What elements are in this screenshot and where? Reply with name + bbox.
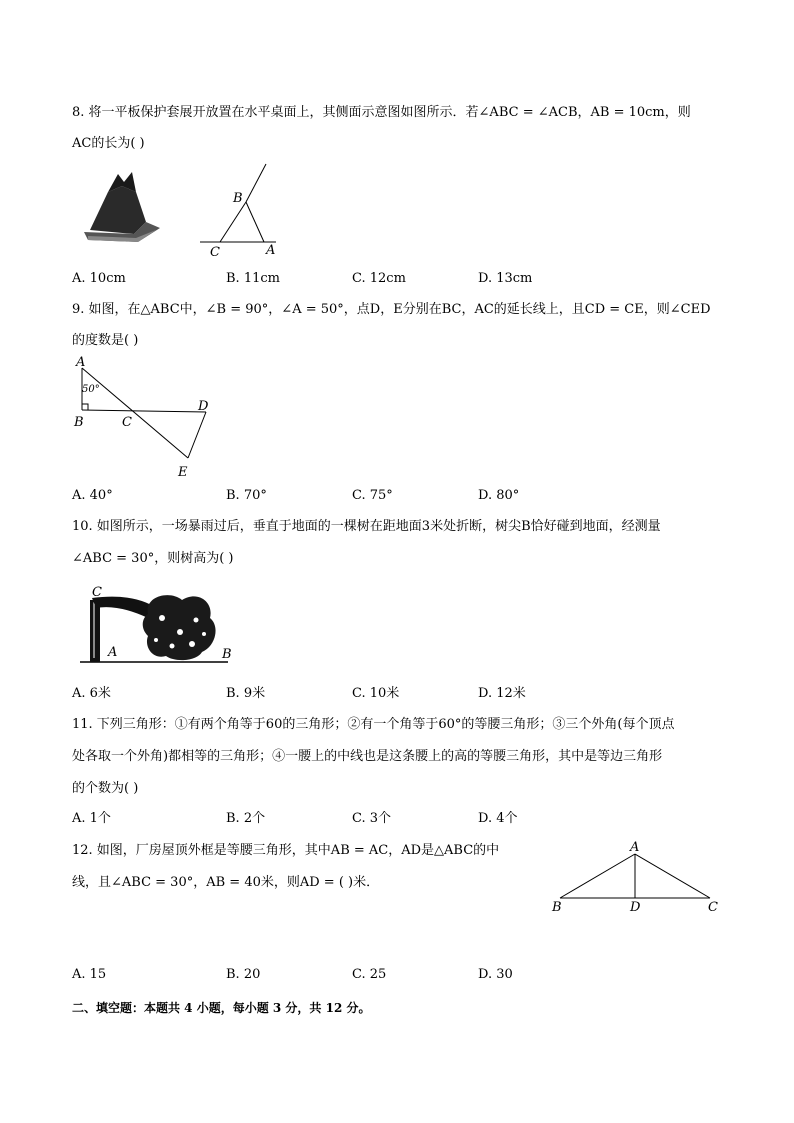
q11-line-1: 11. 下列三角形：①有两个角等于60的三角形；②有一个角等于60°的等腰三角形；③三个外角(每个顶点: [72, 717, 675, 732]
q9-triangle-figure: [70, 354, 220, 480]
q8-option-d[interactable]: D. 13cm: [478, 271, 533, 286]
label-d: D: [630, 900, 641, 915]
q9-line-2: 的度数是( ): [72, 333, 139, 348]
q9-line-1: 9. 如图，在△ABC中，∠B = 90°，∠A = 50°，点D，E分别在BC，AC的延长线上，且CD = CE，则∠CED: [72, 302, 711, 317]
label-a: A: [266, 243, 276, 258]
label-b: B: [233, 191, 243, 206]
label-d: D: [198, 399, 209, 414]
q10-line-2: ∠ABC = 30°，则树高为( ): [72, 551, 234, 566]
q12-option-a[interactable]: A. 15: [72, 967, 107, 982]
q12-line-2: 线，且∠ABC = 30°，AB = 40米，则AD = ( )米．: [72, 875, 380, 890]
q8-line-1: 8. 将一平板保护套展开放置在水平桌面上，其侧面示意图如图所示．若∠ABC = ∠ACB，AB = 10cm，则: [72, 105, 691, 120]
label-a: A: [630, 840, 640, 855]
q8-option-c[interactable]: C. 12cm: [352, 271, 406, 286]
q9-option-c[interactable]: C. 75°: [352, 488, 393, 503]
q11-option-a[interactable]: A. 1个: [72, 811, 111, 826]
q10-option-c[interactable]: C. 10米: [352, 686, 400, 701]
label-b: B: [552, 900, 562, 915]
q11-line-2: 处各取一个外角)都相等的三角形；④一腰上的中线也是这条腰上的高的等腰三角形，其中是等边三角形: [72, 749, 663, 764]
q9-option-a[interactable]: A. 40°: [72, 488, 113, 503]
tablet-case-photo: [78, 172, 168, 244]
q11-option-b[interactable]: B. 2个: [226, 811, 266, 826]
label-a: A: [108, 645, 118, 660]
q10-option-d[interactable]: D. 12米: [478, 686, 526, 701]
q10-line-1: 10. 如图所示，一场暴雨过后，垂直于地面的一棵树在距地面3米处折断，树尖B恰好碰到地面，经测量: [72, 519, 661, 534]
q12-option-d[interactable]: D. 30: [478, 967, 513, 982]
q12-line-1: 12. 如图，厂房屋顶外框是等腰三角形，其中AB = AC，AD是△ABC的中: [72, 843, 500, 858]
q10-option-b[interactable]: B. 9米: [226, 686, 266, 701]
label-c: C: [708, 900, 718, 915]
label-b: B: [74, 415, 84, 430]
q9-option-d[interactable]: D. 80°: [478, 488, 520, 503]
q8-triangle-figure: [196, 160, 286, 260]
section-2-heading: 二、填空题：本题共 4 小题，每小题 3 分，共 12 分。: [72, 1001, 371, 1015]
label-a: A: [76, 355, 86, 370]
q8-option-b[interactable]: B. 11cm: [226, 271, 280, 286]
q8-option-a[interactable]: A. 10cm: [72, 271, 126, 286]
label-c: C: [210, 245, 220, 260]
q11-option-c[interactable]: C. 3个: [352, 811, 392, 826]
label-c: C: [122, 415, 132, 430]
label-b: B: [222, 647, 232, 662]
q11-line-3: 的个数为( ): [72, 781, 139, 796]
label-e: E: [178, 465, 188, 480]
q12-option-c[interactable]: C. 25: [352, 967, 387, 982]
q10-option-a[interactable]: A. 6米: [72, 686, 111, 701]
label-c: C: [92, 585, 102, 600]
broken-tree-figure: [78, 582, 238, 666]
angle-label: 50°: [82, 384, 100, 395]
q9-option-b[interactable]: B. 70°: [226, 488, 267, 503]
q11-option-d[interactable]: D. 4个: [478, 811, 518, 826]
q12-triangle-figure: [546, 836, 726, 916]
q12-option-b[interactable]: B. 20: [226, 967, 261, 982]
q8-line-2: AC的长为( ): [72, 136, 145, 151]
